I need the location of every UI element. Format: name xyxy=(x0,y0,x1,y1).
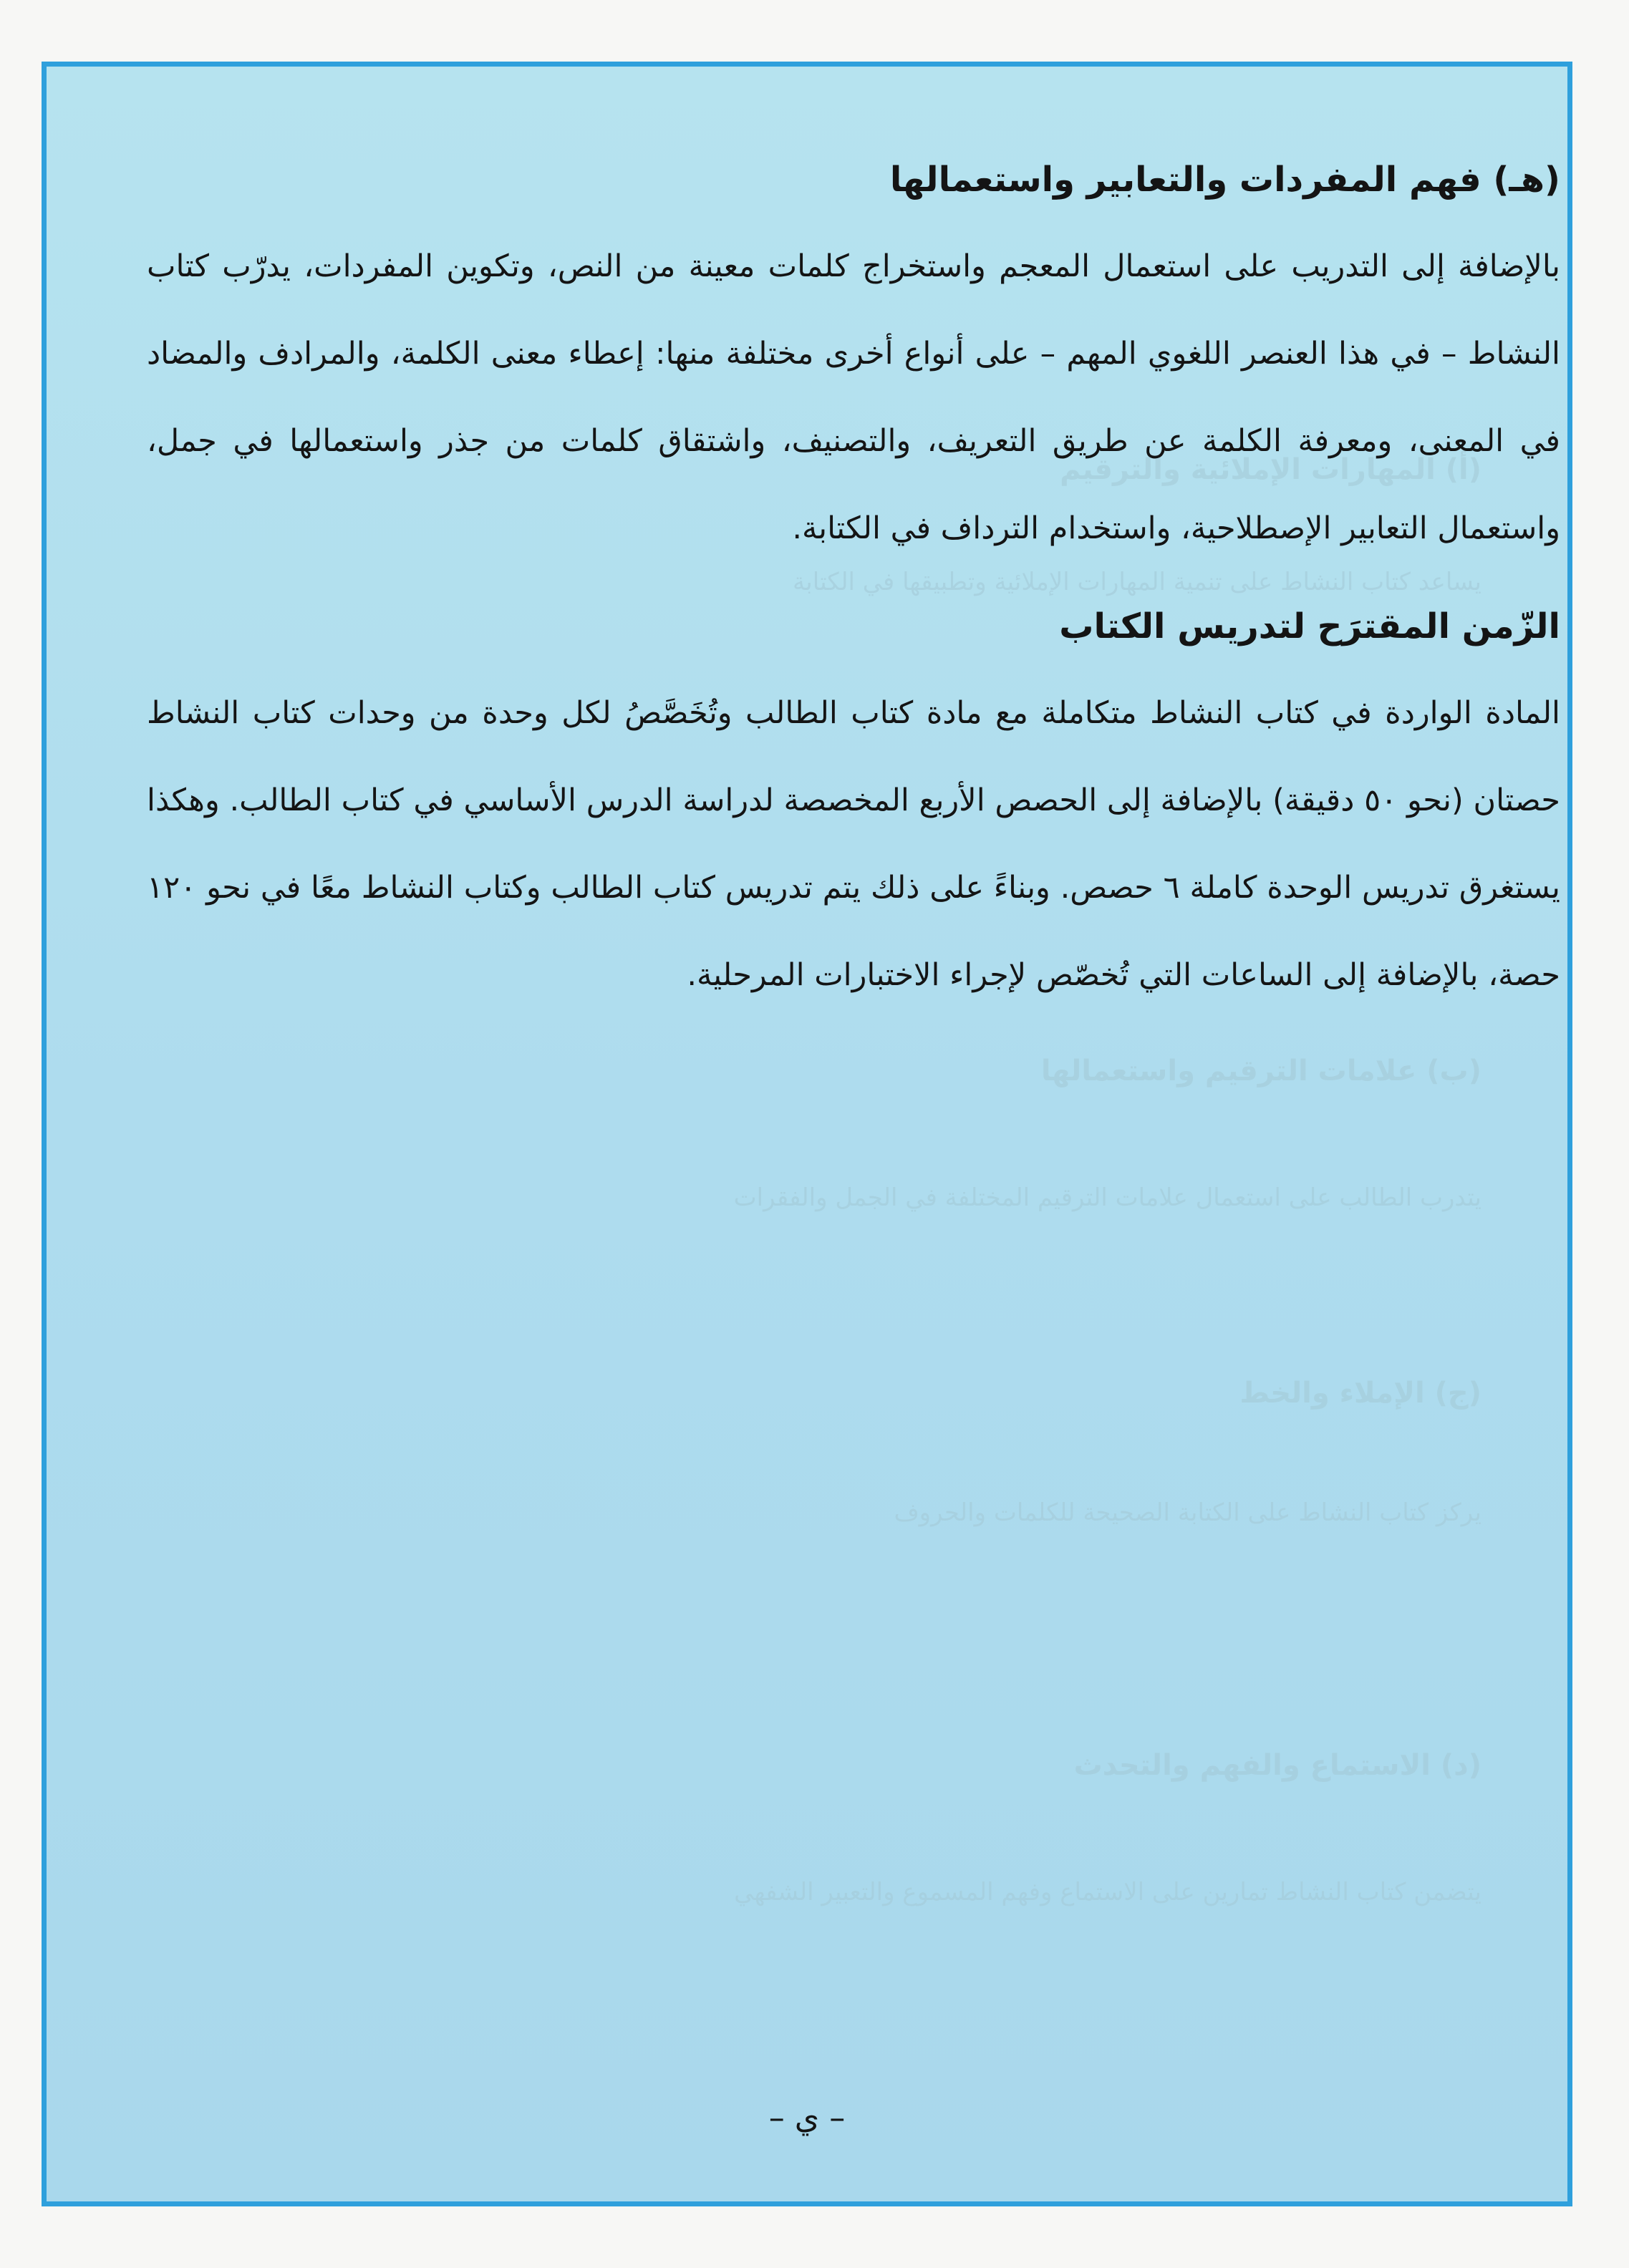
bleed-through-decoration: (ب) علامات الترقيم واستعمالها xyxy=(1040,1055,1481,1087)
section-paragraph-suggested-time: المادة الواردة في كتاب النشاط متكاملة مع مادة كتاب الطالب وتُخَصَّصُ لكل وحدة من وحدات كتاب النشاط حصتان (نحو ٥٠ دقيقة) بالإضافة إلى الحصص الأربع المخصصة لدراسة الدرس الأساسي في كتاب الطالب. وهكذا يستغرق تدريس الوحدة كاملة ٦ حصص. وبناءً على ذلك يتم تدريس كتاب الطالب وكتاب النشاط معًا في نحو ١٢٠ حصة، بالإضافة إلى الساعات التي تُخصّص لإجراء الاختبارات المرحلية. xyxy=(147,695,1561,993)
bleed-through-decoration: (د) الاستماع والفهم والتحدث xyxy=(1073,1749,1481,1782)
page-content xyxy=(147,145,1560,1019)
section-heading-vocabulary: (هـ) فهم المفردات والتعابير واستعمالها xyxy=(889,160,1560,200)
page-number: – ي – xyxy=(768,2100,846,2136)
bleed-through-decoration: (أ) المهارات الإملائية والترقيم xyxy=(1060,453,1481,486)
section-paragraph-vocabulary: بالإضافة إلى التدريب على استعمال المعجم واستخراج كلمات معينة من النص، وتكوين المفردات، يدرّب كتاب النشاط – في هذا العنصر اللغوي المهم – على أنواع أخرى مختلفة منها: إعطاء معنى الكلمة، والمرادف والمضاد في المعنى، ومعرفة الكلمة عن طريق التعريف، والتصنيف، واشتقاق كلمات من جذر واستعمالها في جمل، واستعمال التعابير الإصطلاحية، واستخدام الترداف في الكتابة. xyxy=(147,248,1560,546)
bleed-through-decoration: يساعد كتاب النشاط على تنمية المهارات الإملائية وتطبيقها في الكتابة xyxy=(793,568,1481,596)
bleed-through-decoration: يتضمن كتاب النشاط تمارين على الاستماع وفهم المسموع والتعبير الشفهي xyxy=(734,1878,1481,1906)
bleed-through-decoration: يتدرب الطالب على استعمال علامات الترقيم المختلفة في الجمل والفقرات xyxy=(733,1183,1481,1212)
bleed-through-decoration: (ج) الإملاء والخط xyxy=(1239,1377,1481,1410)
page-panel xyxy=(42,62,1572,2206)
section-heading-suggested-time: الزّمن المقترَح لتدريس الكتاب xyxy=(1059,606,1560,646)
bleed-through-decoration: يركز كتاب النشاط على الكتابة الصحيحة للكلمات والحروف xyxy=(894,1498,1481,1527)
